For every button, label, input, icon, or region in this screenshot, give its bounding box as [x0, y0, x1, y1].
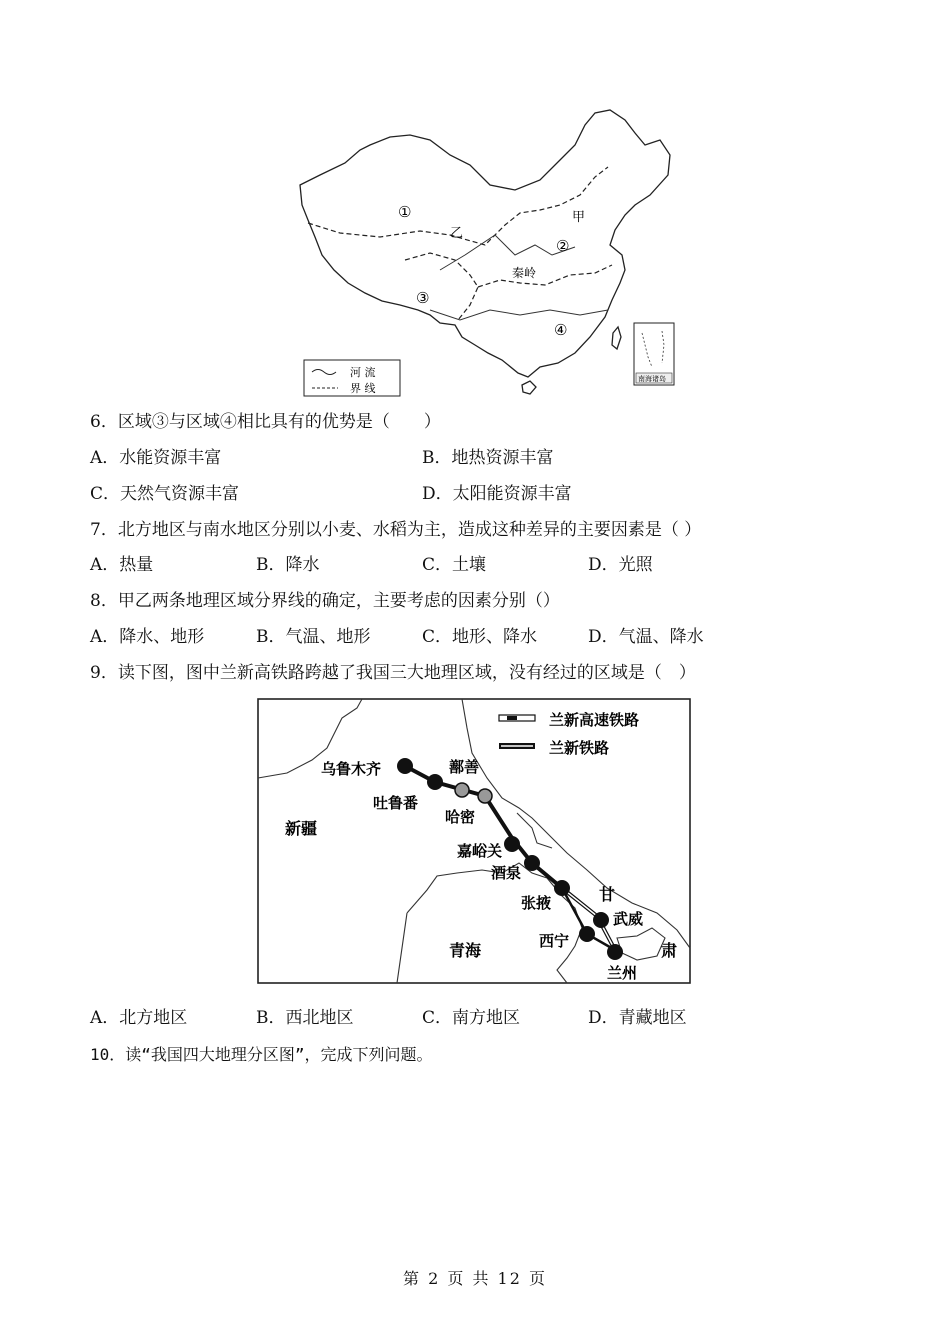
city-lanzhou: 兰州 [607, 964, 638, 982]
china-regions-map [290, 105, 690, 400]
q9-option-c: C．南方地区 [422, 1008, 521, 1028]
station-turpan [427, 774, 443, 790]
station-shanshan [455, 783, 469, 797]
lanxin-railway-map [257, 698, 691, 986]
boundary-jia-line [478, 265, 612, 287]
city-jiuquan: 酒泉 [491, 864, 522, 882]
q8-option-b: B．气温、地形 [256, 627, 371, 647]
qinling-label: 秦岭 [512, 266, 537, 280]
q7-option-b: B．降水 [256, 555, 320, 575]
q9-option-a: A．北方地区 [90, 1008, 188, 1028]
q7-option-d: D．光照 [588, 555, 653, 575]
question-7-stem: 7．北方地区与南水地区分别以小麦、水稻为主，造成这种差异的主要因素是（ ） [90, 520, 702, 540]
question-6-stem: 6．区域③与区域④相比具有的优势是（ ） [90, 412, 441, 432]
region-qinghai: 青海 [449, 941, 482, 960]
q6-option-a: A．水能资源丰富 [90, 448, 222, 468]
boundary-jia-label: 甲 [572, 210, 586, 225]
question-8-stem: 8．甲乙两条地理区域分界线的确定，主要考虑的因素分别（） [90, 591, 560, 611]
region-su: 肃 [661, 941, 678, 960]
q8-option-a: A．降水、地形 [90, 627, 205, 647]
legend-hsr-text: 兰新高速铁路 [549, 711, 640, 729]
station-jiayuguan [504, 836, 520, 852]
legend-river-text: 河 流 [350, 366, 376, 379]
region-2-label: ② [556, 237, 570, 255]
station-zhangye [554, 880, 570, 896]
legend-rail-text: 兰新铁路 [549, 739, 610, 757]
station-lanzhou [607, 944, 623, 960]
city-jiayuguan: 嘉峪关 [457, 842, 503, 860]
question-10-stem: 10．读“我国四大地理分区图”，完成下列问题。 [90, 1045, 433, 1064]
china-outline [300, 110, 670, 377]
region-xinjiang: 新疆 [285, 819, 318, 838]
q7-option-c: C．土壤 [422, 555, 487, 575]
yangtze-river [430, 310, 608, 320]
station-hami [478, 789, 492, 803]
q8-option-d: D．气温、降水 [588, 627, 704, 647]
q8-option-c: C．地形、降水 [422, 627, 538, 647]
page-footer: 第 2 页 共 12 页 [403, 1269, 547, 1288]
station-jiuquan [524, 855, 540, 871]
region-gan: 甘 [599, 885, 616, 904]
city-turpan: 吐鲁番 [373, 794, 419, 812]
region-4-label: ④ [554, 321, 568, 339]
station-xining [579, 926, 595, 942]
city-zhangye: 张掖 [521, 894, 552, 912]
question-9-stem: 9．读下图，图中兰新高铁路跨越了我国三大地理区域，没有经过的区域是（ ） [90, 663, 696, 683]
city-urumqi: 乌鲁木齐 [321, 760, 382, 778]
city-xining: 西宁 [539, 932, 570, 950]
q9-option-d: D．青藏地区 [588, 1008, 687, 1028]
q6-option-b: B．地热资源丰富 [422, 448, 554, 468]
station-urumqi [397, 758, 413, 774]
q9-option-b: B．西北地区 [256, 1008, 354, 1028]
q6-option-d: D．太阳能资源丰富 [422, 484, 572, 504]
q7-option-a: A．热量 [90, 555, 154, 575]
region-1-label: ① [398, 203, 412, 221]
legend-boundary-text: 界 线 [350, 382, 376, 395]
city-wuwei: 武威 [613, 910, 644, 928]
station-wuwei [593, 912, 609, 928]
region-3-label: ③ [416, 289, 430, 307]
hainan-outline [522, 381, 536, 394]
q6-option-c: C．天然气资源丰富 [90, 484, 240, 504]
city-hami: 哈密 [445, 808, 476, 826]
taiwan-outline [612, 327, 621, 349]
city-shanshan: 鄯善 [449, 758, 480, 776]
boundary-yi-label: 乙 [450, 226, 464, 241]
inset-label: 南海诸岛 [638, 375, 666, 383]
